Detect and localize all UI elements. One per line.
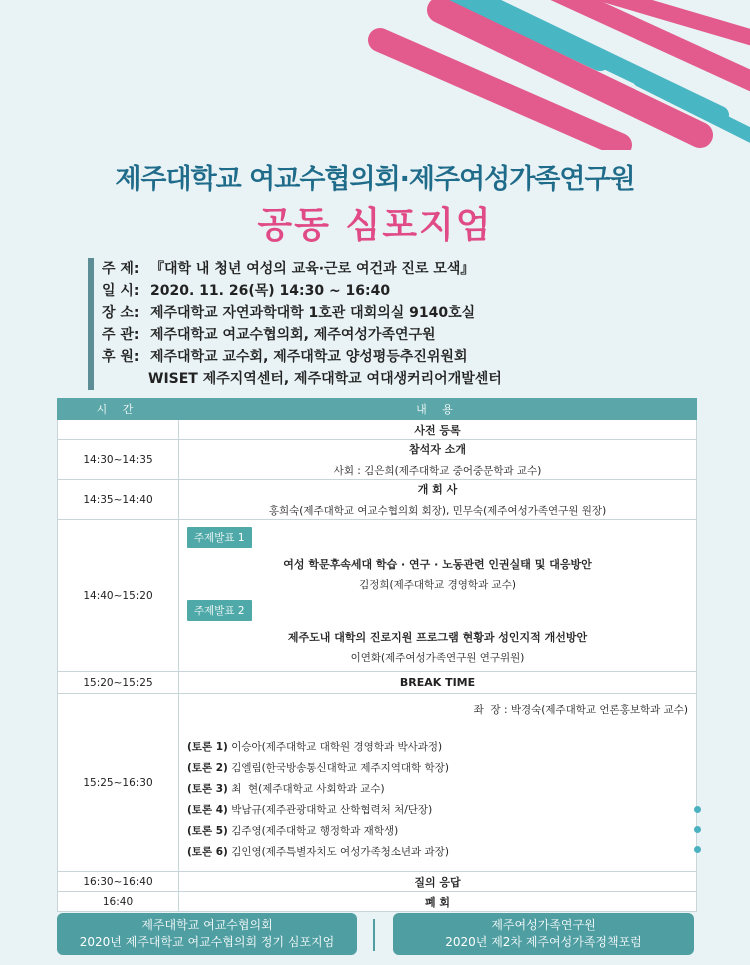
- time-cell: 14:35~14:40: [58, 480, 179, 520]
- info-sponsor: 후 원: 제주대학교 교수회, 제주대학교 양성평등추진위원회: [102, 349, 468, 365]
- panel-label: (토론 4): [187, 804, 228, 816]
- event-title: 제주대학교 여교수협의회·제주여성가족연구원: [115, 164, 635, 195]
- time-cell: 14:30~14:35: [58, 440, 179, 480]
- header-content: 내 용: [179, 399, 697, 420]
- table-row: [58, 480, 697, 520]
- decorative-dot: [694, 826, 701, 833]
- panel-text: 최 현(제주대학교 사회학과 교수): [227, 783, 385, 795]
- decorative-dot: [694, 846, 701, 853]
- keynote-tag-2: 주제발표 2: [187, 600, 252, 621]
- table-row: [58, 420, 697, 440]
- table-row: [58, 520, 697, 672]
- table-row: [58, 872, 697, 892]
- panel-text: 박남규(제주관광대학교 산학협력처 처/단장): [227, 804, 433, 816]
- time-cell: 14:40~15:20: [58, 520, 179, 672]
- panel-item: [187, 802, 688, 817]
- keynote-title-1: 여성 학문후속세대 학습 · 연구 · 노동관련 인권실태 및 대응방안: [283, 557, 592, 571]
- table-row: [58, 672, 697, 694]
- opening-desc: 홍희숙(제주대학교 여교수협의회 회장), 민무숙(제주여성가족연구원 원장): [268, 505, 607, 517]
- panel-label: (토론 6): [187, 846, 228, 858]
- footer-divider: [373, 919, 375, 951]
- info-datetime: 일 시: 2020. 11. 26(목) 14:30 ~ 16:40: [102, 283, 391, 299]
- time-cell: 16:40: [58, 892, 179, 912]
- time-cell: 15:20~15:25: [58, 672, 179, 694]
- registration-title: 사전 등록: [179, 420, 697, 440]
- time-cell: 15:25~16:30: [58, 694, 179, 872]
- panel-label: (토론 3): [187, 783, 228, 795]
- time-cell: 16:30~16:40: [58, 872, 179, 892]
- panel-list: [187, 739, 688, 859]
- decorative-stripes: [0, 0, 750, 150]
- discussion-chair: 좌 장 : 박경숙(제주대학교 언론홍보학과 교수): [473, 704, 688, 716]
- keynote-tag-1: 주제발표 1: [187, 527, 252, 548]
- info-sponsor-cont: WISET 제주지역센터, 제주대학교 여대생커리어개발센터: [148, 371, 502, 387]
- break-title: BREAK TIME: [179, 672, 697, 694]
- info-place: 장 소: 제주대학교 자연과학대학 1호관 대회의실 9140호실: [102, 305, 476, 321]
- event-info: [88, 258, 502, 390]
- panel-item: [187, 760, 688, 775]
- panel-item: [187, 739, 688, 754]
- panel-item: [187, 781, 688, 796]
- program-table: [57, 398, 697, 912]
- panel-label: (토론 1): [187, 741, 228, 753]
- table-row: [58, 440, 697, 480]
- keynote-speaker-2: 이연화(제주여성가족연구원 연구위원): [350, 651, 525, 664]
- event-subtitle: 공동 심포지엄: [257, 205, 493, 246]
- decorative-dot: [694, 806, 701, 813]
- panel-text: 김인영(제주특별자치도 여성가족청소년과 과장): [227, 846, 449, 858]
- table-row: [58, 892, 697, 912]
- footer-right-line1: 제주여성가족연구원: [491, 918, 596, 932]
- panel-text: 김주영(제주대학교 행정학과 재학생): [227, 825, 399, 837]
- info-topic: 주 제: 『대학 내 청년 여성의 교육·근로 여건과 진로 모색』: [102, 261, 475, 277]
- footer-right-box: [393, 913, 694, 955]
- opening-title: 개 회 사: [417, 483, 458, 496]
- panel-item: [187, 823, 688, 838]
- footer-right-line2: 2020년 제2차 제주여성가족정책포럼: [445, 935, 642, 949]
- closing-title: 폐 회: [179, 892, 697, 912]
- panel-label: (토론 2): [187, 762, 228, 774]
- info-host: 주 관: 제주대학교 여교수협의회, 제주여성가족연구원: [102, 327, 436, 343]
- keynote-title-2: 제주도내 대학의 진로지원 프로그램 현황과 성인지적 개선방안: [287, 630, 588, 644]
- footer-left-line2: 2020년 제주대학교 여교수협의회 정기 심포지엄: [79, 935, 335, 949]
- panel-text: 이승아(제주대학교 대학원 경영학과 박사과정): [227, 741, 443, 753]
- footer-left-box: [57, 913, 357, 955]
- panel-item: [187, 844, 688, 859]
- table-header: [58, 399, 697, 420]
- panel-text: 김엘림(한국방송통신대학교 제주지역대학 학장): [227, 762, 449, 774]
- panel-label: (토론 5): [187, 825, 228, 837]
- table-row: [58, 694, 697, 872]
- intro-desc: 사회 : 김은희(제주대학교 중어중문학과 교수): [333, 465, 542, 477]
- keynote-speaker-1: 김정희(제주대학교 경영학과 교수): [359, 578, 516, 591]
- intro-title: 참석자 소개: [409, 443, 466, 456]
- qa-title: 질의 응답: [179, 872, 697, 892]
- footer-left-line1: 제주대학교 여교수협의회: [141, 918, 273, 932]
- header-time: 시 간: [58, 399, 179, 420]
